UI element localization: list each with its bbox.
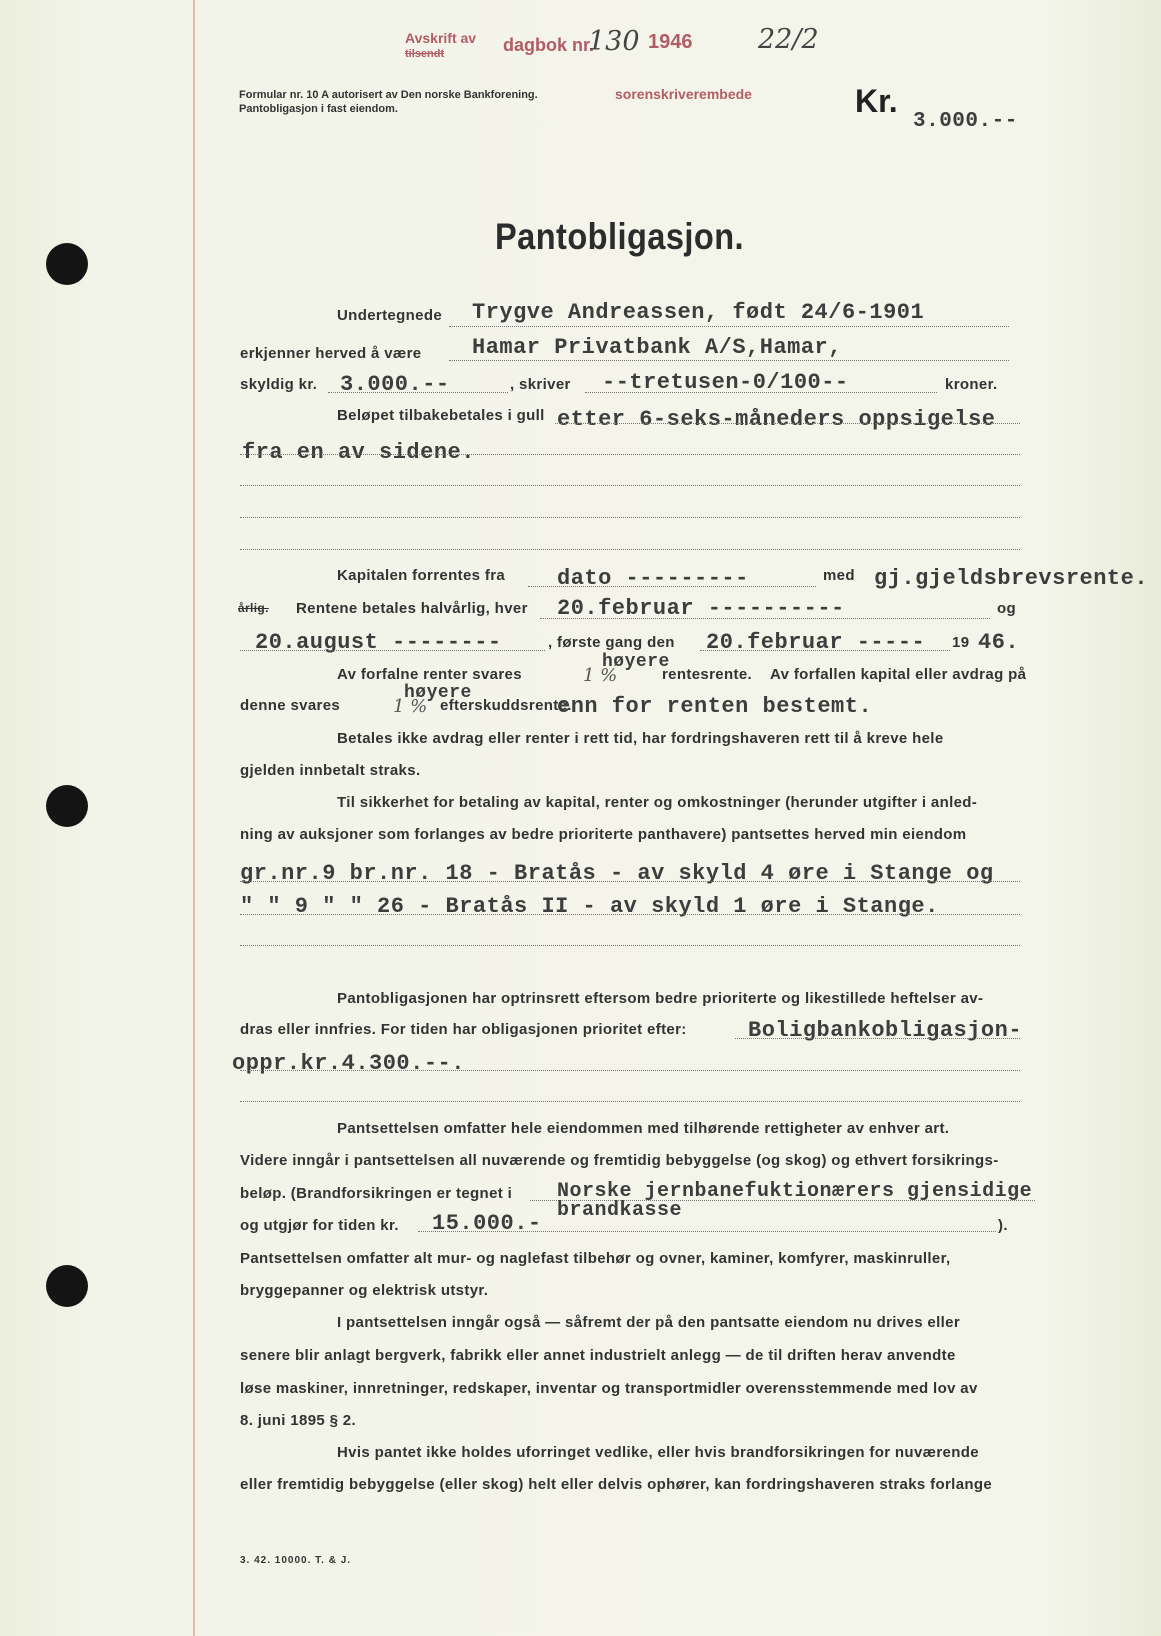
dotted-line: [528, 586, 816, 587]
punch-hole-icon: [46, 785, 88, 827]
p5-line1: I pantsettelsen inngår også — såfremt der på den pantsatte eiendom nu drives eller: [337, 1314, 961, 1331]
paid-label: Rentene betales halvårlig, hver: [296, 600, 528, 617]
creditor-label: erkjenner herved å være: [240, 345, 422, 362]
creditor-value: Hamar Privatbank A/S,Hamar,: [472, 335, 842, 360]
p6-line1: Hvis pantet ikke holdes uforringet vedlike, eller hvis brandforsikringen for nuværende: [337, 1444, 979, 1461]
struck-word: årlig.: [238, 601, 269, 615]
p5-line2: senere blir anlagt bergverk, fabrikk eller annet industrielt anlegg — de til driften herav anvendte: [240, 1347, 956, 1364]
stamp-sub: tilsendt: [405, 48, 445, 60]
dotted-line: [240, 650, 545, 651]
dotted-line: [585, 392, 937, 393]
repayment-label: Beløpet tilbakebetales i gull: [337, 407, 545, 424]
insured-amount: 15.000.-: [432, 1211, 542, 1236]
priority-1: Boligbankobligasjon-: [748, 1018, 1023, 1043]
repayment-value-1: etter 6-seks-måneders oppsigelse: [557, 407, 996, 432]
dotted-line: [540, 618, 990, 619]
p4-line2: Videre inngår i pantsettelsen all nuværende og fremtidig bebyggelse (og skog) og ethvert forsikrings-: [240, 1152, 999, 1169]
dotted-line: [240, 454, 1020, 455]
stamp-prefix: Avskrift av: [405, 30, 477, 46]
stamp-year: 1946: [648, 31, 693, 53]
dotted-line: [240, 549, 1020, 550]
rentesrente: rentesrente.: [662, 666, 753, 683]
dotted-line: [449, 360, 1009, 361]
insurer-2: brandkasse: [557, 1199, 683, 1222]
overdue-capital-label: Av forfallen kapital eller avdrag på: [770, 666, 1027, 683]
first-date: 20.februar -----: [706, 630, 926, 655]
p6-line2: eller fremtidig bebyggelse (eller skog) helt eller delvis ophører, kan fordringshaveren straks forlange: [240, 1476, 993, 1493]
typed-tail: enn for renten bestemt.: [557, 694, 873, 719]
p5-line3: løse maskiner, innretninger, redskaper, inventar og transportmidler overensstemmende med lov av: [240, 1380, 978, 1397]
overdue-interest-value: 1 %: [583, 665, 618, 686]
amount-value: 3.000.--: [340, 372, 450, 397]
interest-rate: gj.gjeldsbrevsrente.: [874, 566, 1149, 591]
dotted-line: [240, 1070, 1020, 1071]
dotted-line: [735, 1038, 1020, 1039]
first-label: , første gang den: [548, 634, 675, 651]
p3-line1: Pantobligasjonen har optrinsrett eftersom bedre prioriterte og likestillede heftelser av-: [337, 990, 984, 1007]
form-line1: Formular nr. 10 A autorisert av Den norske Bankforening.: [239, 89, 538, 101]
p1-line1: Betales ikke avdrag eller renter i rett tid, har fordringshaveren rett til å kreve hele: [337, 730, 944, 747]
property-2: " " 9 " " 26 - Bratås II - av skyld 1 øre i Stange.: [240, 894, 939, 919]
efterskudd: efterskuddsrente.: [440, 697, 572, 714]
debtor-value: Trygve Andreassen, født 24/6-1901: [472, 300, 925, 325]
p2-line2: ning av auksjoner som forlanges av bedre prioriterte panthavere) pantsettes herved min eiendom: [240, 826, 967, 843]
amount-written-value: --tretusen-0/100--: [602, 370, 849, 395]
insurer-1: Norske jernbanefuktionærers gjensidige: [557, 1180, 1033, 1203]
with-label: med: [823, 567, 855, 584]
kr-amount: 3.000.--: [913, 110, 1018, 133]
form-line2: Pantobligasjon i fast eiendom.: [239, 103, 398, 115]
dotted-line: [700, 650, 950, 651]
p4-line4: og utgjør for tiden kr.: [240, 1217, 399, 1234]
capital-from: dato ---------: [557, 566, 749, 591]
overdue-capital-value: 1 %: [393, 696, 428, 717]
higher-2: høyere: [404, 683, 472, 703]
punch-hole-icon: [46, 1265, 88, 1307]
date2: 20.august --------: [255, 630, 502, 655]
dotted-line: [240, 517, 1020, 518]
p1-line2: gjelden innbetalt straks.: [240, 762, 421, 779]
dotted-line: [449, 326, 1009, 327]
capital-label: Kapitalen forrentes fra: [337, 567, 506, 584]
dotted-line: [240, 881, 1020, 882]
dotted-line: [240, 1101, 1020, 1102]
p4-line5: Pantsettelsen omfatter alt mur- og naglefast tilbehør og ovner, kaminer, komfyrer, maskinruller,: [240, 1250, 951, 1267]
print-code: 3. 42. 10000. T. & J.: [240, 1555, 352, 1566]
dotted-line: [240, 945, 1020, 946]
dotted-line: [328, 392, 508, 393]
year-suffix: 46.: [978, 630, 1020, 655]
amount-written-label: , skriver: [510, 376, 571, 393]
diary-number: 130: [588, 26, 640, 57]
date1: 20.februar ----------: [557, 596, 845, 621]
amount-suffix: kroner.: [945, 376, 998, 393]
dotted-line: [418, 1231, 996, 1232]
overdue-interest-label: Av forfalne renter svares: [337, 666, 522, 683]
dotted-line: [240, 914, 1020, 915]
and-label: og: [997, 600, 1017, 617]
p4-line3: beløp. (Brandforsikringen er tegnet i: [240, 1185, 513, 1202]
p3-line2: dras eller innfries. For tiden har obligasjonen prioritet efter:: [240, 1021, 687, 1038]
p4-line4-end: ).: [998, 1217, 1008, 1234]
margin-line: [193, 0, 195, 1636]
page-title: Pantobligasjon.: [495, 216, 745, 257]
stamp-diary-label: dagbok nr.: [503, 35, 595, 55]
priority-2: oppr.kr.4.300.--.: [232, 1051, 465, 1076]
p2-line1: Til sikkerhet for betaling av kapital, renter og omkostninger (herunder utgifter i anled-: [337, 794, 978, 811]
date-note: 22/2: [758, 24, 819, 55]
year-prefix: 19: [952, 634, 970, 651]
p4-line1: Pantsettelsen omfatter hele eiendommen med tilhørende rettigheter av enhver art.: [337, 1120, 950, 1137]
dotted-line: [240, 485, 1020, 486]
kr-label: Kr.: [855, 83, 898, 119]
higher-1: høyere: [602, 652, 670, 672]
dotted-line: [555, 423, 1020, 424]
property-1: gr.nr.9 br.nr. 18 - Bratås - av skyld 4 øre i Stange og: [240, 861, 994, 886]
amount-label: skyldig kr.: [240, 376, 318, 393]
punch-hole-icon: [46, 243, 88, 285]
p5-line4: 8. juni 1895 § 2.: [240, 1412, 357, 1429]
form-stamp: sorenskriverembede: [615, 86, 752, 102]
denne-label: denne svares: [240, 697, 341, 714]
debtor-label: Undertegnede: [337, 307, 443, 324]
repayment-value-2: fra en av sidene.: [242, 440, 475, 465]
p4-line6: bryggepanner og elektrisk utstyr.: [240, 1282, 489, 1299]
